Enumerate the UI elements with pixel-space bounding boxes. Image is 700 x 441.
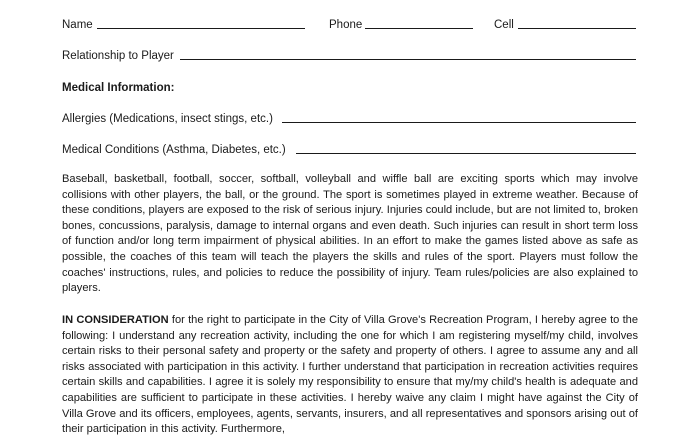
consideration-lead: IN CONSIDERATION [62, 314, 169, 326]
medical-information-heading: Medical Information: [62, 82, 175, 94]
allergies-row [62, 111, 636, 127]
phone-field[interactable] [365, 28, 473, 29]
name-field[interactable] [97, 28, 305, 29]
risk-paragraph: Baseball, basketball, football, soccer, softball, volleyball and wiffle ball are exciting sports which may involve collisions with other players, the ball, or the ground. The sport is sometimes played in extreme weather. Because of these conditions, players are exposed to the risk of serious injury. Injuries could include, but are not limited to, broken bones, concussions, paralysis, damage to internal organs and even death. Such injuries can result in short term loss of function and/or long term impairment of physical abilities. In an effort to make the games listed above as safe as possible, the coaches of this team will teach the players the skills and rules of the sport. Players must follow the coaches' instructions, rules, and policies to reduce the possibility of injury. Team rules/policies are also explained to players. [62, 173, 638, 295]
contact-row [62, 17, 636, 33]
phone-label: Phone [329, 19, 363, 31]
medical-conditions-label: Medical Conditions (Asthma, Diabetes, etc.) [62, 144, 286, 156]
relationship-row [62, 48, 636, 64]
medical-conditions-row [62, 142, 636, 158]
allergies-field[interactable] [282, 122, 636, 123]
consideration-body: for the right to participate in the City of Villa Grove's Recreation Program, I hereby agree to the following: I understand any recreation activity, including the one for which I am registering myself/my child, involves certain risks to their personal safety and property or the safety and property of others. I agree to assume any and all risks associated with participation in this activity. I further understand that participation in recreation activities requires certain skills and capabilities. I agree it is solely my responsibility to ensure that my/my child's health is adequate and capabilities are sufficient to participate in these activities. I hereby waive any claim I might have against the City of Villa Grove and its officers, employees, agents, servants, insurers, and all representatives and sponsors arising out of their participation in this activity. Furthermore, [62, 314, 638, 436]
allergies-label: Allergies (Medications, insect stings, etc.) [62, 113, 273, 125]
consideration-paragraph [62, 313, 638, 438]
cell-field[interactable] [518, 28, 636, 29]
relationship-label: Relationship to Player [62, 50, 174, 62]
name-label: Name [62, 19, 93, 31]
relationship-field[interactable] [180, 59, 636, 60]
medical-conditions-field[interactable] [296, 153, 636, 154]
cell-label: Cell [494, 19, 514, 31]
